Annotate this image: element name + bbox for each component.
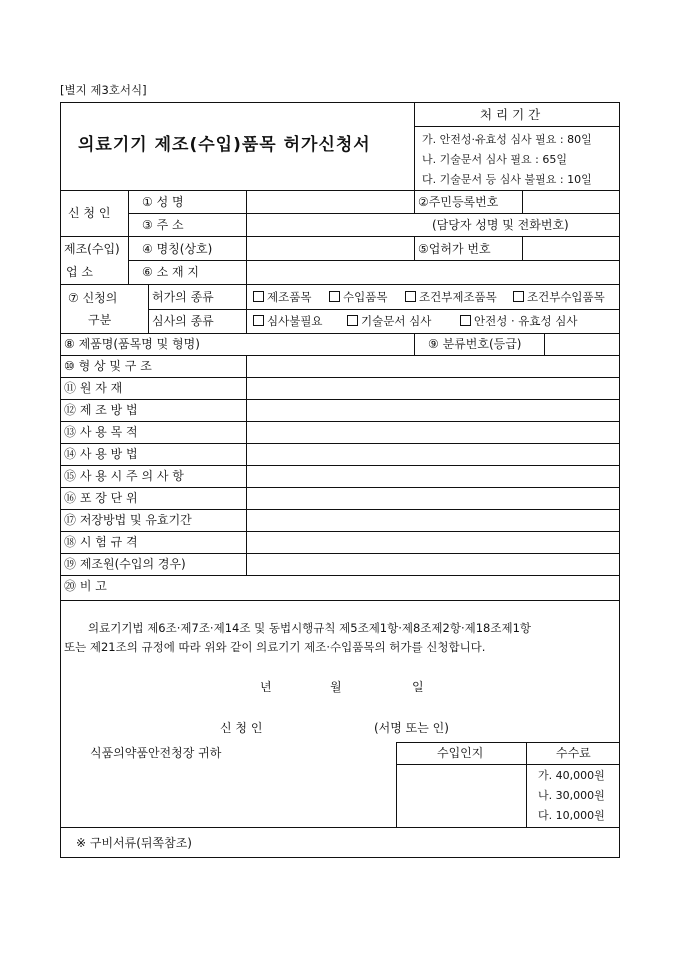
field-label: ⑫ 제 조 방 법 (64, 403, 138, 417)
permit-option-import[interactable]: 수입품목 (329, 291, 387, 304)
field-label: ⑲ 제조원(수입의 경우) (64, 557, 186, 571)
applicant-label: 신 청 인 (68, 206, 111, 220)
checkbox-icon[interactable] (405, 291, 416, 302)
review-option-none[interactable]: 심사불필요 (253, 315, 323, 328)
checkbox-icon[interactable] (329, 291, 340, 302)
field-label: ⑱ 시 험 규 격 (64, 535, 138, 549)
processing-item: 다. 기술문서 등 심사 불필요 : 10일 (422, 173, 592, 186)
applicant-address-label: ③ 주 소 (142, 218, 184, 232)
field-label: ⑬ 사 용 목 적 (64, 425, 138, 439)
business-label-2: 업 소 (66, 265, 93, 279)
resident-number-label: ②주민등록번호 (418, 195, 499, 209)
declaration-text-2: 또는 제21조의 규정에 따라 위와 같이 의료기기 제조·수입품목의 허가를 신청합니다. (64, 640, 486, 654)
field-label: ⑮ 사 용 시 주 의 사 항 (64, 469, 184, 483)
form-title: 의료기기 제조(수입)품목 허가신청서 (78, 135, 371, 155)
fee-header: 수수료 (556, 746, 591, 760)
field-label: ⑪ 원 자 재 (64, 381, 123, 395)
field-label: ⑩ 형 상 및 구 조 (64, 359, 152, 373)
fee-item: 가. 40,000원 (538, 769, 605, 782)
date-month-label: 월 (330, 680, 342, 694)
checkbox-icon[interactable] (347, 315, 358, 326)
declaration-text-1: 의료기기법 제6조·제7조·제14조 및 동법시행규칙 제5조제1항·제8조제2항·제18조제1항 (88, 621, 531, 635)
attachments-note: ※ 구비서류(뒤쪽참조) (76, 836, 192, 850)
field-label: ⑳ 비 고 (64, 579, 107, 593)
classification-label: ⑨ 분류번호(등급) (428, 337, 522, 351)
fee-item: 다. 10,000원 (538, 809, 605, 822)
application-type-label-2: 구분 (88, 313, 112, 327)
form-label: [별지 제3호서식] (60, 83, 147, 97)
business-label: 제조(수입) (64, 242, 120, 256)
applicant-sign-label: 신 청 인 (220, 721, 263, 735)
processing-item: 나. 기술문서 심사 필요 : 65일 (422, 153, 567, 166)
license-number-label: ⑤업허가 번호 (418, 242, 491, 256)
recipient-label: 식품의약품안전청장 귀하 (90, 746, 222, 760)
permit-type-label: 허가의 종류 (152, 290, 214, 304)
review-option-technical[interactable]: 기술문서 심사 (347, 315, 431, 328)
signature-label: (서명 또는 인) (374, 721, 449, 735)
review-type-label: 심사의 종류 (152, 314, 214, 328)
processing-period-header: 처 리 기 간 (480, 107, 541, 122)
field-label: ⑰ 저장방법 및 유효기간 (64, 513, 192, 527)
checkbox-icon[interactable] (253, 315, 264, 326)
checkbox-icon[interactable] (253, 291, 264, 302)
checkbox-icon[interactable] (460, 315, 471, 326)
fee-item: 나. 30,000원 (538, 789, 605, 802)
product-name-label: ⑧ 제품명(품목명 및 형명) (64, 337, 200, 351)
contact-label: (담당자 성명 및 전화번호) (432, 218, 569, 232)
date-year-label: 년 (260, 680, 272, 694)
date-day-label: 일 (412, 680, 424, 694)
permit-option-manufacture[interactable]: 제조품목 (253, 291, 311, 304)
location-label: ⑥ 소 재 지 (142, 265, 199, 279)
field-label: ⑯ 포 장 단 위 (64, 491, 138, 505)
revenue-stamp-header: 수입인지 (437, 746, 484, 760)
field-label: ⑭ 사 용 방 법 (64, 447, 138, 461)
permit-option-conditional-manufacture[interactable]: 조건부제조품목 (405, 291, 497, 304)
applicant-name-label: ① 성 명 (142, 195, 184, 209)
permit-option-conditional-import[interactable]: 조건부수입품목 (513, 291, 605, 304)
application-type-label: ⑦ 신청의 (68, 291, 118, 305)
company-name-label: ④ 명칭(상호) (142, 242, 213, 256)
checkbox-icon[interactable] (513, 291, 524, 302)
review-option-safety[interactable]: 안전성 · 유효성 심사 (460, 315, 578, 328)
processing-item: 가. 안전성·유효성 심사 필요 : 80일 (422, 133, 592, 146)
